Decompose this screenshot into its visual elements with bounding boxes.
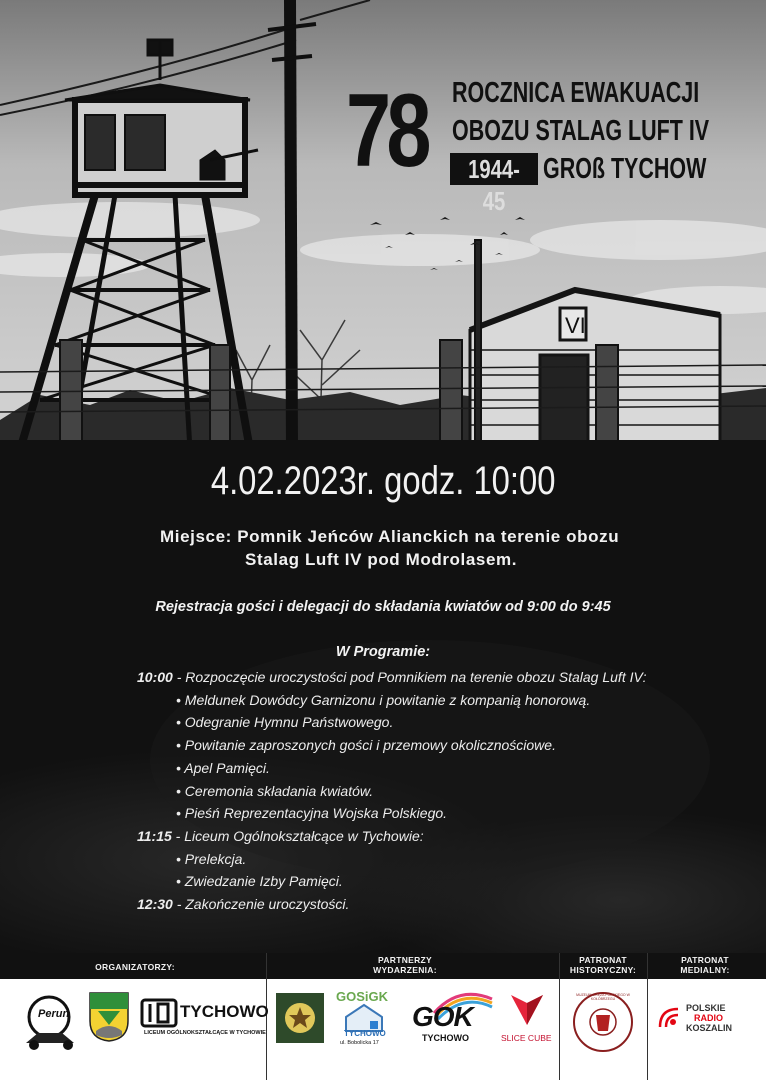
radio-line-1: POLSKIE <box>686 1003 726 1013</box>
historical-patron-label-line-2: HISTORYCZNY: <box>569 965 637 975</box>
title-line-1: ROCZNICA EWAKUACJI <box>452 77 700 109</box>
years-text: 1944-45 <box>468 154 520 216</box>
event-place-line-2: Stalag Luft IV pod Modrolasem. <box>245 550 518 569</box>
program-sub-item <box>176 735 556 755</box>
perun-logo <box>22 991 80 1051</box>
liceum-tychowo-logo <box>140 998 269 1038</box>
media-patron-label-line-1: PATRONAT <box>681 955 729 965</box>
program-time: 12:30 <box>137 896 173 912</box>
partner-military-emblem <box>276 993 324 1043</box>
program-item-text: • Zwiedzanie Izby Pamięci. <box>176 873 343 890</box>
gok-tychowo-logo <box>404 991 496 1043</box>
program-heading: W Programie: <box>335 644 431 660</box>
slice-cube-logo <box>498 991 556 1047</box>
media-patron-label-line-2: MEDIALNY: <box>680 965 730 975</box>
program-sub-item <box>176 712 393 732</box>
program-sub-item <box>176 781 373 801</box>
museum-name: MUZEUM ORĘŻA POLSKIEGO W KOŁOBRZEGU <box>576 993 630 1001</box>
event-place-line-1: Miejsce: Pomnik Jeńców Alianckich na terenie obozu <box>160 527 620 546</box>
historical-patron-label-line-1: PATRONAT <box>579 955 627 965</box>
footer-divider <box>647 953 648 1080</box>
radio-line-3: KOSZALIN <box>686 1023 732 1033</box>
program-time-entry <box>137 667 646 687</box>
program-sub-item <box>176 690 590 710</box>
perun-logo-text: Perun <box>38 1008 70 1020</box>
partners-label-line-2: WYDARZENIA: <box>373 965 437 975</box>
footer-divider <box>559 953 560 1080</box>
svg-text:VI: VI <box>565 313 586 338</box>
program-item-text: • Meldunek Dowódcy Garnizonu i powitanie z kompanią honorową. <box>176 691 591 708</box>
slice-cube-icon <box>509 991 545 1027</box>
gosigk-town: TYCHOWO <box>344 1029 386 1038</box>
perun-emblem-icon <box>22 991 80 1051</box>
organizers-label: ORGANIZATORZY: <box>95 962 175 972</box>
program-sub-item <box>176 849 246 869</box>
program-time-entry <box>137 826 424 846</box>
program-item-text: • Apel Pamięci. <box>176 759 270 776</box>
liceum-caption: LICEUM OGÓLNOKSZTAŁCĄCE W TYCHOWIE <box>144 1030 266 1036</box>
tychowo-logo-text: TYCHOWO <box>180 1002 269 1021</box>
program-time-entry <box>137 894 349 914</box>
registration-info: Rejestracja gości i delegacji do składania kwiatów od 9:00 do 9:45 <box>155 599 611 615</box>
program-item-text: - Zakończenie uroczystości. <box>172 896 350 912</box>
program-time: 10:00 <box>137 669 173 685</box>
event-date-time-text: 4.02.2023r. godz. 10:00 <box>210 459 556 503</box>
gok-name: GOK <box>412 1001 473 1032</box>
slice-cube-text: SLICE CUBE <box>501 1033 552 1043</box>
radio-line-2: RADIO <box>694 1013 723 1023</box>
coat-of-arms-icon <box>88 991 130 1043</box>
program-item-text: • Odegranie Hymnu Państwowego. <box>176 714 394 731</box>
program-item-text: - Liceum Ogólnokształcące w Tychowie: <box>171 827 424 844</box>
radio-waves-icon <box>656 1005 682 1031</box>
program-item-text: • Powitanie zaproszonych gości i przemowy okolicznościowe. <box>176 737 556 754</box>
title-line-3: GROß TYCHOW <box>543 153 707 185</box>
event-date-time <box>0 458 766 504</box>
gosigk-name: GOSiGK <box>336 989 389 1004</box>
tychowo-coat-of-arms <box>88 991 130 1043</box>
gosigk-logo <box>332 989 400 1051</box>
museum-logo <box>572 991 634 1053</box>
sponsor-footer <box>0 953 766 1080</box>
military-emblem-icon <box>276 993 324 1043</box>
polskie-radio-koszalin-logo <box>656 1001 762 1041</box>
years-badge <box>450 153 538 216</box>
anniversary-number: 78 <box>346 73 427 189</box>
program-item-text: • Pieśń Reprezentacyjna Wojska Polskiego. <box>176 805 448 822</box>
program-time: 11:15 <box>137 827 172 844</box>
program-sub-item <box>176 758 270 778</box>
program-sub-item <box>176 871 343 891</box>
gosigk-address: ul. Bobolicka 17 <box>340 1040 379 1046</box>
title-line-2: OBOZU STALAG LUFT IV <box>452 115 710 147</box>
program-sub-item <box>176 803 447 823</box>
liceum-emblem-icon <box>140 998 178 1028</box>
program-item-text: • Ceremonia składania kwiatów. <box>176 782 374 799</box>
program-item-text: • Prelekcja. <box>176 850 247 867</box>
program-item-text: - Rozpoczęcie uroczystości pod Pomnikiem na terenie obozu Stalag Luft IV: <box>172 669 647 685</box>
gok-town: TYCHOWO <box>422 1033 469 1043</box>
partners-label-line-1: PARTNERZY <box>377 955 432 965</box>
